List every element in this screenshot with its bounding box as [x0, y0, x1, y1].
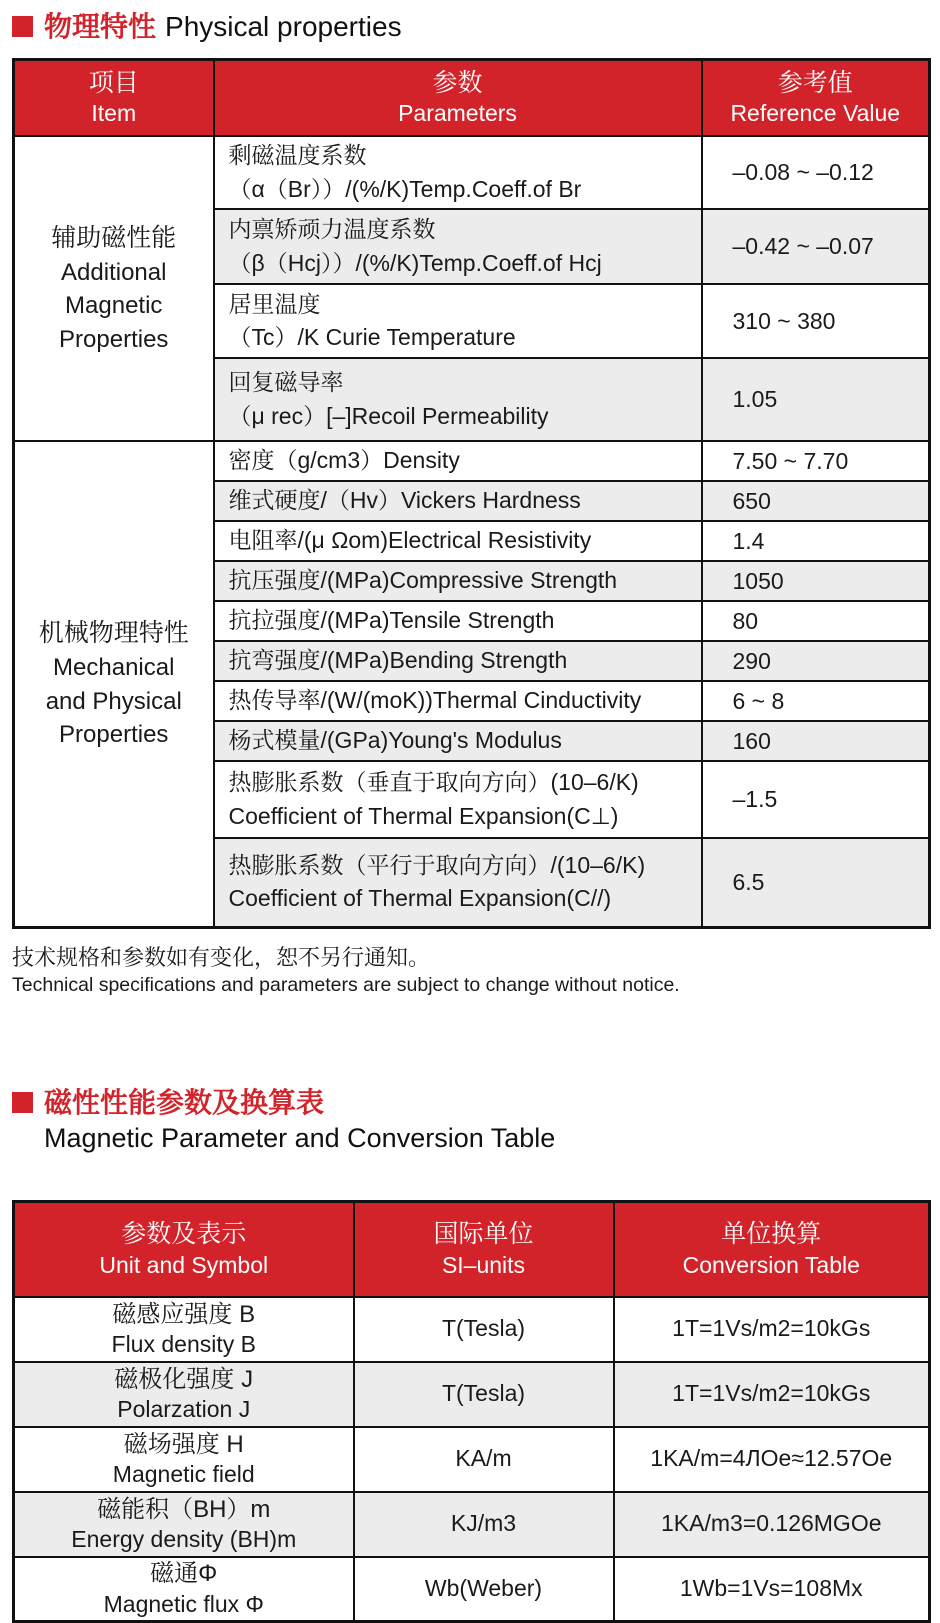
quantity-zh: 磁场强度 H	[123, 1430, 244, 1458]
param-cell	[214, 838, 702, 927]
value-cell	[702, 721, 930, 761]
physical-properties-table	[12, 58, 931, 929]
quantity-cell	[14, 1362, 354, 1427]
param-line: 密度（g/cm3）Density	[228, 447, 460, 474]
reference-value: 6.5	[732, 868, 765, 895]
reference-value: 6 ~ 8	[732, 687, 785, 714]
table-row	[14, 1362, 930, 1427]
value-cell	[702, 481, 930, 521]
conversion-cell: 1KA/m=4ЛOe≈12.57Oe	[614, 1427, 930, 1492]
quantity-cell	[14, 1557, 354, 1622]
quantity-zh: 磁感应强度 B	[112, 1300, 256, 1328]
quantity-zh: 磁能积（BH）m	[97, 1495, 271, 1523]
param-line: 维式硬度/（Hv）Vickers Hardness	[228, 487, 581, 514]
value-cell	[702, 838, 930, 927]
table-row	[14, 136, 930, 209]
reference-value: 1.4	[732, 527, 765, 554]
si-unit-cell: T(Tesla)	[354, 1362, 614, 1427]
param-line: 热膨胀系数（平行于取向方向）/(10–6/K)	[228, 852, 646, 878]
magnetic-conversion-table	[12, 1200, 931, 1623]
header-en: Parameters	[398, 100, 517, 127]
column-header-item	[14, 59, 214, 136]
quantity-cell	[14, 1492, 354, 1557]
header-zh: 国际单位	[433, 1220, 534, 1249]
group-cell-additional-magnetic	[14, 136, 214, 441]
param-cell	[214, 136, 702, 209]
note-zh: 技术规格和参数如有变化，恕不另行通知。	[12, 944, 431, 970]
param-line: 抗压强度/(MPa)Compressive Strength	[228, 567, 618, 594]
value-cell	[702, 521, 930, 561]
magnetic-section-title	[12, 1086, 940, 1120]
param-cell	[214, 209, 702, 284]
param-line: Coefficient of Thermal Expansion(C//)	[228, 885, 612, 912]
column-header-si-units	[354, 1202, 614, 1297]
reference-value: 650	[732, 487, 771, 514]
conversion-cell: 1T=1Vs/m2=10kGs	[614, 1297, 930, 1362]
header-en: Item	[91, 100, 137, 127]
section-title-zh: 物理特性	[44, 11, 157, 42]
quantity-zh: 磁通Φ	[150, 1560, 218, 1588]
table-row	[14, 1427, 930, 1492]
column-header-conversion	[614, 1202, 930, 1297]
reference-value: 1.05	[732, 386, 778, 413]
quantity-en: Polarzation J	[117, 1395, 251, 1422]
column-header-parameters	[214, 59, 702, 136]
section-title-zh: 磁性性能参数及换算表	[44, 1086, 325, 1118]
section-title-en: Physical properties	[165, 11, 402, 42]
param-line: 居里温度	[228, 290, 321, 317]
note-en: Technical specifications and parameters are subject to change without notice.	[12, 974, 680, 997]
si-unit-cell: T(Tesla)	[354, 1297, 614, 1362]
group-label-zh: 机械物理特性	[38, 618, 189, 647]
param-cell	[214, 601, 702, 641]
section-title-en: Magnetic Parameter and Conversion Table	[44, 1123, 556, 1154]
reference-value: 7.50 ~ 7.70	[732, 447, 849, 474]
conversion-cell: 1T=1Vs/m2=10kGs	[614, 1362, 930, 1427]
table-header-row	[14, 1202, 930, 1297]
value-cell	[702, 441, 930, 481]
quantity-cell	[14, 1297, 354, 1362]
param-line: 杨式模量/(GPa)Young's Modulus	[228, 727, 562, 754]
param-cell	[214, 681, 702, 721]
param-line: 热传导率/(W/(moK))Thermal Cinductivity	[228, 687, 642, 714]
disclaimer-note	[12, 943, 940, 1000]
quantity-en: Energy density (BH)m	[71, 1525, 297, 1552]
reference-value: –0.08 ~ –0.12	[732, 159, 874, 186]
group-label-en: Mechanical and Physical Properties	[45, 653, 182, 749]
table-row	[14, 441, 930, 481]
red-square-bullet-icon	[12, 1092, 33, 1113]
header-en: Unit and Symbol	[99, 1251, 269, 1278]
physical-properties-section-title	[12, 10, 940, 44]
reference-value: 80	[732, 607, 759, 634]
param-line: 抗弯强度/(MPa)Bending Strength	[228, 647, 568, 674]
quantity-zh: 磁极化强度 J	[114, 1365, 254, 1393]
reference-value: –1.5	[732, 786, 778, 813]
header-zh: 参数	[432, 68, 483, 97]
param-line: Coefficient of Thermal Expansion(C⊥)	[228, 802, 619, 829]
param-line: （α（Br））/(%/K)Temp.Coeff.of Br	[228, 175, 582, 202]
group-label-en: Additional Magnetic Properties	[59, 258, 169, 353]
table-header-row	[14, 59, 930, 136]
param-line: （Tc）/K Curie Temperature	[228, 324, 516, 351]
value-cell	[702, 358, 930, 441]
magnetic-conversion-section	[0, 1086, 940, 1623]
value-cell	[702, 641, 930, 681]
conversion-cell: 1KA/m3=0.126MGOe	[614, 1492, 930, 1557]
reference-value: 1050	[732, 567, 784, 594]
param-line: （β（Hcj））/(%/K)Temp.Coeff.of Hcj	[228, 249, 602, 276]
param-line: 剩磁温度系数	[228, 142, 367, 169]
param-cell	[214, 521, 702, 561]
group-label-zh: 辅助磁性能	[51, 223, 177, 252]
quantity-en: Magnetic flux Φ	[103, 1590, 264, 1617]
header-zh: 参数及表示	[121, 1220, 247, 1249]
si-unit-cell: KJ/m3	[354, 1492, 614, 1557]
param-line: 回复磁导率	[228, 369, 344, 396]
red-square-bullet-icon	[12, 16, 33, 37]
reference-value: 290	[732, 647, 771, 674]
value-cell	[702, 136, 930, 209]
value-cell	[702, 284, 930, 358]
reference-value: 160	[732, 727, 771, 754]
header-zh: 项目	[88, 68, 139, 97]
param-line: 热膨胀系数（垂直于取向方向）(10–6/K)	[228, 769, 639, 796]
column-header-unit-symbol	[14, 1202, 354, 1297]
table-row	[14, 1557, 930, 1622]
value-cell	[702, 601, 930, 641]
value-cell	[702, 209, 930, 284]
reference-value: 310 ~ 380	[732, 307, 836, 334]
header-zh: 单位换算	[721, 1220, 822, 1249]
reference-value: –0.42 ~ –0.07	[732, 233, 874, 260]
header-en: Conversion Table	[682, 1251, 860, 1278]
quantity-cell	[14, 1427, 354, 1492]
value-cell	[702, 761, 930, 838]
group-cell-mechanical-physical	[14, 441, 214, 927]
header-en: SI–units	[441, 1251, 526, 1278]
si-unit-cell: Wb(Weber)	[354, 1557, 614, 1622]
quantity-en: Flux density B	[111, 1330, 256, 1357]
value-cell	[702, 681, 930, 721]
param-cell	[214, 761, 702, 838]
value-cell	[702, 561, 930, 601]
param-line: 内禀矫顽力温度系数	[228, 216, 436, 243]
column-header-reference-value	[702, 59, 930, 136]
quantity-en: Magnetic field	[112, 1460, 255, 1487]
conversion-cell: 1Wb=1Vs=108Mx	[614, 1557, 930, 1622]
table-row	[14, 1492, 930, 1557]
param-line: 电阻率/(μ Ωom)Electrical Resistivity	[228, 527, 592, 554]
param-cell	[214, 561, 702, 601]
param-cell	[214, 721, 702, 761]
header-zh: 参考值	[777, 68, 853, 97]
param-line: （μ rec）[–]Recoil Permeability	[228, 402, 549, 429]
param-line: 抗拉强度/(MPa)Tensile Strength	[228, 607, 555, 634]
param-cell	[214, 481, 702, 521]
param-cell	[214, 358, 702, 441]
table-row	[14, 1297, 930, 1362]
param-cell	[214, 441, 702, 481]
param-cell	[214, 641, 702, 681]
si-unit-cell: KA/m	[354, 1427, 614, 1492]
param-cell	[214, 284, 702, 358]
header-en: Reference Value	[730, 100, 901, 127]
